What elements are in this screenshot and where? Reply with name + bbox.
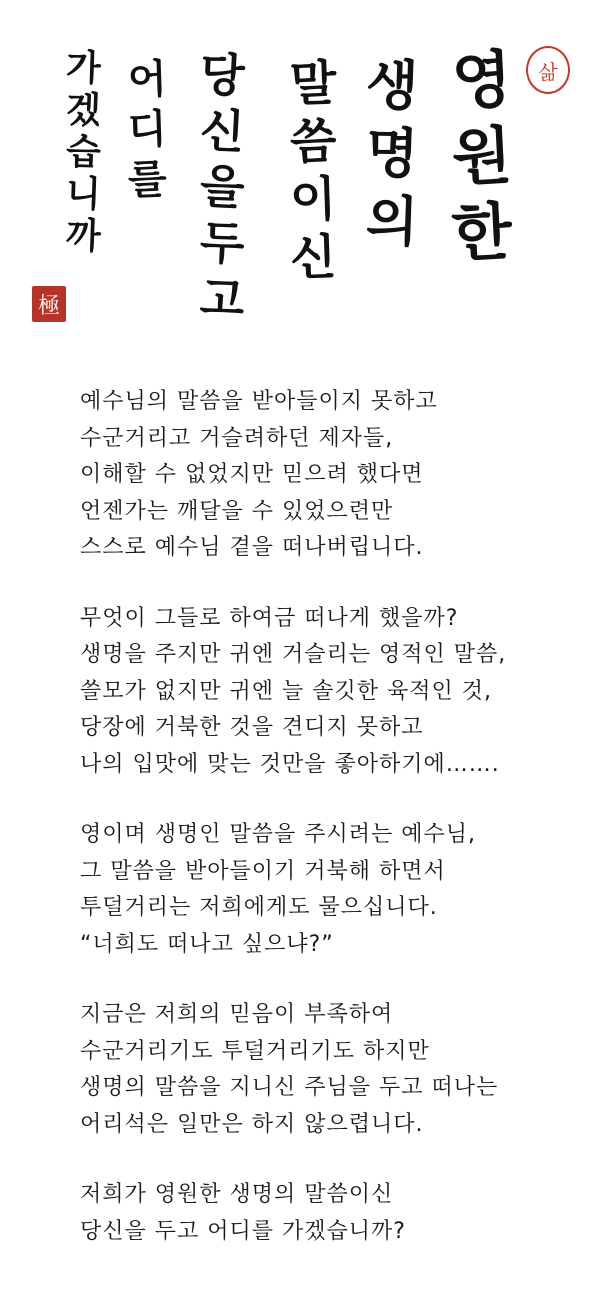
calligraphy-glyph: 생 (364, 52, 420, 118)
poem-line: 저희가 영원한 생명의 말씀이신 (80, 1182, 394, 1207)
poem-line: 어리석은 일만은 하지 않으렵니다. (80, 1111, 424, 1137)
calligraphy-glyph: 말 (289, 55, 338, 113)
round-seal-stamp: 삶 (526, 46, 570, 94)
calligraphy-glyph: 습 (65, 130, 102, 174)
calligraphy-glyph: 신 (289, 229, 338, 287)
calligraphy-glyph: 을 (198, 158, 246, 216)
calligraphy-glyph: 의 (364, 188, 420, 254)
poem-line: “너희도 떠나고 싶으냐?” (80, 931, 334, 957)
poem-line: 투덜거리는 저희에게도 물으십니다. (80, 895, 438, 920)
calligraphy-column-2 (364, 52, 420, 262)
poem-line: 수군거리고 거슬려하던 제자들, (80, 425, 394, 451)
poem-stanza-2 (80, 601, 580, 784)
calligraphy-glyph: 까 (65, 214, 102, 258)
poem-line: 스스로 예수님 곁을 떠나버립니다. (80, 535, 424, 560)
calligraphy-glyph: 이 (289, 171, 338, 229)
calligraphy-artwork (0, 0, 606, 355)
poem-body (80, 384, 580, 1284)
poem-stanza-3 (80, 817, 580, 963)
calligraphy-glyph: 두 (198, 214, 246, 272)
calligraphy-glyph: 신 (198, 102, 246, 160)
calligraphy-column-1 (450, 42, 514, 278)
poem-line: 생명을 주지만 귀엔 거슬리는 영적인 말씀, (80, 642, 507, 667)
poem-line: 이해할 수 없었지만 믿으려 했다면 (80, 462, 424, 487)
poem-stanza-1 (80, 384, 580, 567)
calligraphy-glyph: 명 (364, 120, 420, 186)
poem-line: 수군거리기도 투덜거리기도 하지만 (80, 1038, 430, 1064)
poem-line: 예수님의 말씀을 받아들이지 못하고 (80, 389, 438, 414)
calligraphy-glyph: 니 (65, 172, 102, 216)
poem-line: 당장에 거북한 것을 견디지 못하고 (80, 715, 424, 740)
square-seal-stamp: 極 (32, 286, 66, 322)
poem-line: 영이며 생명인 말씀을 주시려는 예수님, (80, 822, 476, 847)
poem-line: 그 말씀을 받아들이기 거북해 하면서 (80, 858, 446, 884)
calligraphy-glyph: 를 (127, 155, 168, 204)
calligraphy-glyph: 가 (65, 46, 102, 90)
calligraphy-glyph: 씀 (289, 113, 338, 171)
poem-line: 생명의 말씀을 지니신 주님을 두고 떠나는 (80, 1075, 499, 1100)
calligraphy-glyph: 한 (450, 194, 514, 271)
calligraphy-glyph: 고 (198, 270, 246, 328)
calligraphy-glyph: 원 (450, 118, 514, 195)
poem-stanza-4 (80, 997, 580, 1143)
calligraphy-column-6 (65, 46, 102, 260)
calligraphy-glyph: 겠 (65, 88, 102, 132)
calligraphy-column-3 (289, 55, 338, 292)
calligraphy-glyph: 영 (450, 42, 514, 119)
poem-line: 지금은 저희의 믿음이 부족하여 (80, 1002, 394, 1027)
poem-line: 당신을 두고 어디를 가겠습니까? (80, 1218, 406, 1244)
calligraphy-glyph: 당 (198, 46, 246, 104)
calligraphy-column-4 (198, 46, 246, 332)
poem-line: 언젠가는 깨달을 수 있었으련만 (80, 498, 394, 524)
poem-line: 나의 입맛에 맞는 것만을 좋아하기에……. (80, 751, 500, 777)
calligraphy-glyph: 디 (127, 105, 168, 154)
calligraphy-glyph: 어 (127, 55, 168, 104)
calligraphy-column-5 (127, 55, 168, 210)
poem-line: 쓸모가 없지만 귀엔 늘 솔깃한 육적인 것, (80, 678, 492, 704)
poem-line: 무엇이 그들로 하여금 떠나게 했을까? (80, 605, 459, 631)
poem-stanza-5 (80, 1177, 580, 1250)
